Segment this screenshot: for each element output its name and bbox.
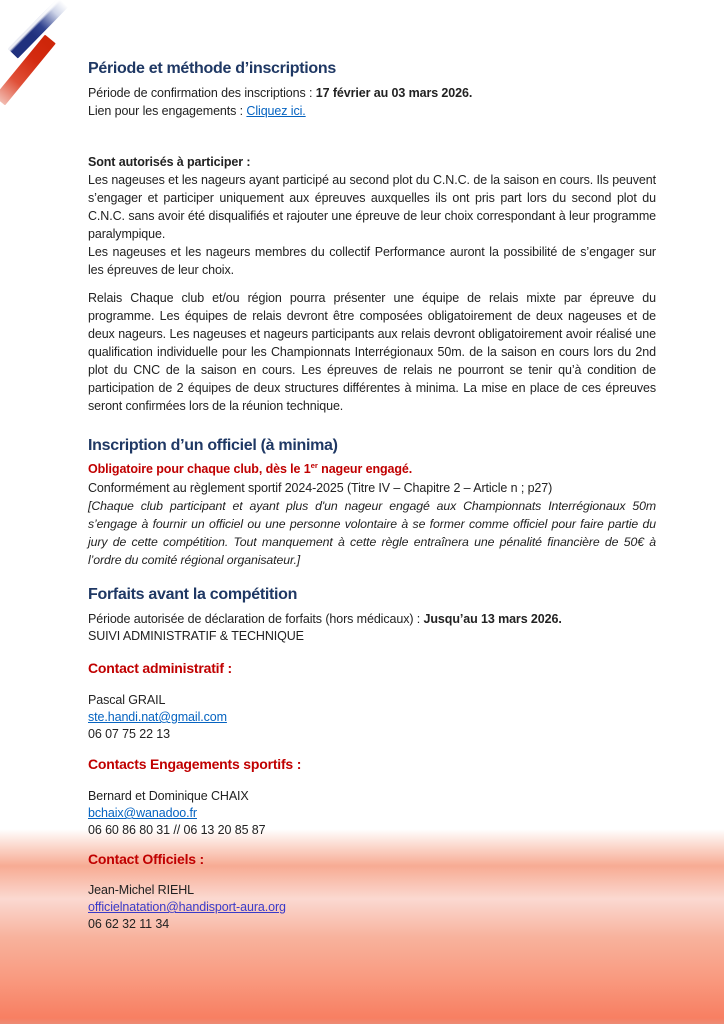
contact-admin-email-line [88,708,656,726]
engagements-link-line [88,102,656,120]
contact-sportifs-phone: 06 60 86 80 31 // 06 13 20 85 87 [88,823,266,837]
engagements-link-prefix: Lien pour les engagements : [88,104,247,118]
heading-forfaits: Forfaits avant la compétition [88,586,298,603]
suivi-administratif-line: SUIVI ADMINISTRATIF & TECHNIQUE [88,629,304,643]
forfaits-period-deadline: Jusqu’au 13 mars 2026. [423,612,562,626]
confirmation-period-line [88,84,656,102]
officiel-rule-reference-line: Conformément au règlement sportif 2024-2025 (Titre IV – Chapitre 2 – Article n ; p27) [88,481,553,495]
contact-sportifs-name: Bernard et Dominique CHAIX [88,789,249,803]
engagements-link[interactable]: Cliquez ici. [246,104,306,118]
heading-contact-officiels: Contact Officiels : [88,851,204,867]
forfaits-period-line [88,610,656,628]
contact-officiels-email-link[interactable]: officielnatation@handisport-aura.org [88,900,286,914]
officiel-mandatory-post: nageur engagé. [317,462,413,476]
french-flag-logo [0,0,90,120]
contact-admin-phone: 06 07 75 22 13 [88,727,171,741]
contact-officiels-email-line [88,898,656,916]
officiel-mandatory-superscript: er [310,460,318,470]
heading-periode-inscriptions: Période et méthode d’inscriptions [88,60,336,77]
contact-admin-name: Pascal GRAIL [88,693,166,707]
heading-inscription-officiel: Inscription d’un officiel (à minima) [88,437,338,454]
forfaits-period-prefix: Période autorisée de déclaration de forfaits (hors médicaux) : [88,612,424,626]
contact-sportifs-email-link[interactable]: bchaix@wanadoo.fr [88,806,197,820]
contact-sportifs-email-line [88,804,656,822]
contact-officiels-phone: 06 62 32 11 34 [88,917,170,931]
authorized-participants-paragraph-2: Les nageuses et les nageurs membres du collectif Performance auront la possibilité de s’engager sur les épreuves de leur choix. [88,245,656,277]
confirmation-period-prefix: Période de confirmation des inscriptions : [88,86,316,100]
relay-rules-paragraph: Relais Chaque club et/ou région pourra présenter une équipe de relais mixte par épreuve du programme. Les équipes de relais devront être composées obligatoirement de deux nageuses et de deux nageurs. Les nageuses et nageurs participants aux relais devront obligatoirement avoir réalisé une qualification individuelle pour les Championnats Interrégionaux 50m. de la saison en cours lors du 2nd plot du CNC de la saison en cours. Les épreuves de relais ne pourront se tenir qu’à condition de participation de 2 équipes de deux structures différentes à minima. La mise en place de ces épreuves seront confirmées lors de la réunion technique. [88,291,656,413]
confirmation-period-dates: 17 février au 03 mars 2026. [315,86,473,100]
officiel-mandatory-line [88,460,656,478]
contact-admin-email-link[interactable]: ste.handi.nat@gmail.com [88,710,227,724]
officiel-italic-note: [Chaque club participant et ayant plus d'un nageur engagé aux Championnats Interrégionaux 50m s’engage à fournir un officiel ou une personne volontaire à se former comme officiel pour faire partie du jury de cette compétition. Tout manquement à cette règle entraînera une pénalité financière de 50€ à l’ordre du comité régional organisateur.] [88,499,656,567]
authorized-participants-paragraph-1: Les nageuses et les nageurs ayant participé au second plot du C.N.C. de la saison en cours. Ils peuvent s’engager et participer uniquement aux épreuves auxquelles ils ont pris part lors du second plot du C.N.C. sans avoir été disqualifiés et rajouter une épreuve de leur choix correspondant à leur programme paralympique. [88,173,656,241]
officiel-mandatory-pre: Obligatoire pour chaque club, dès le 1 [88,462,311,476]
heading-contacts-engagements-sportifs: Contacts Engagements sportifs : [88,756,302,772]
heading-contact-administratif: Contact administratif : [88,660,232,676]
authorized-participants-heading: Sont autorisés à participer : [88,155,251,169]
contact-officiels-name: Jean-Michel RIEHL [88,883,194,897]
